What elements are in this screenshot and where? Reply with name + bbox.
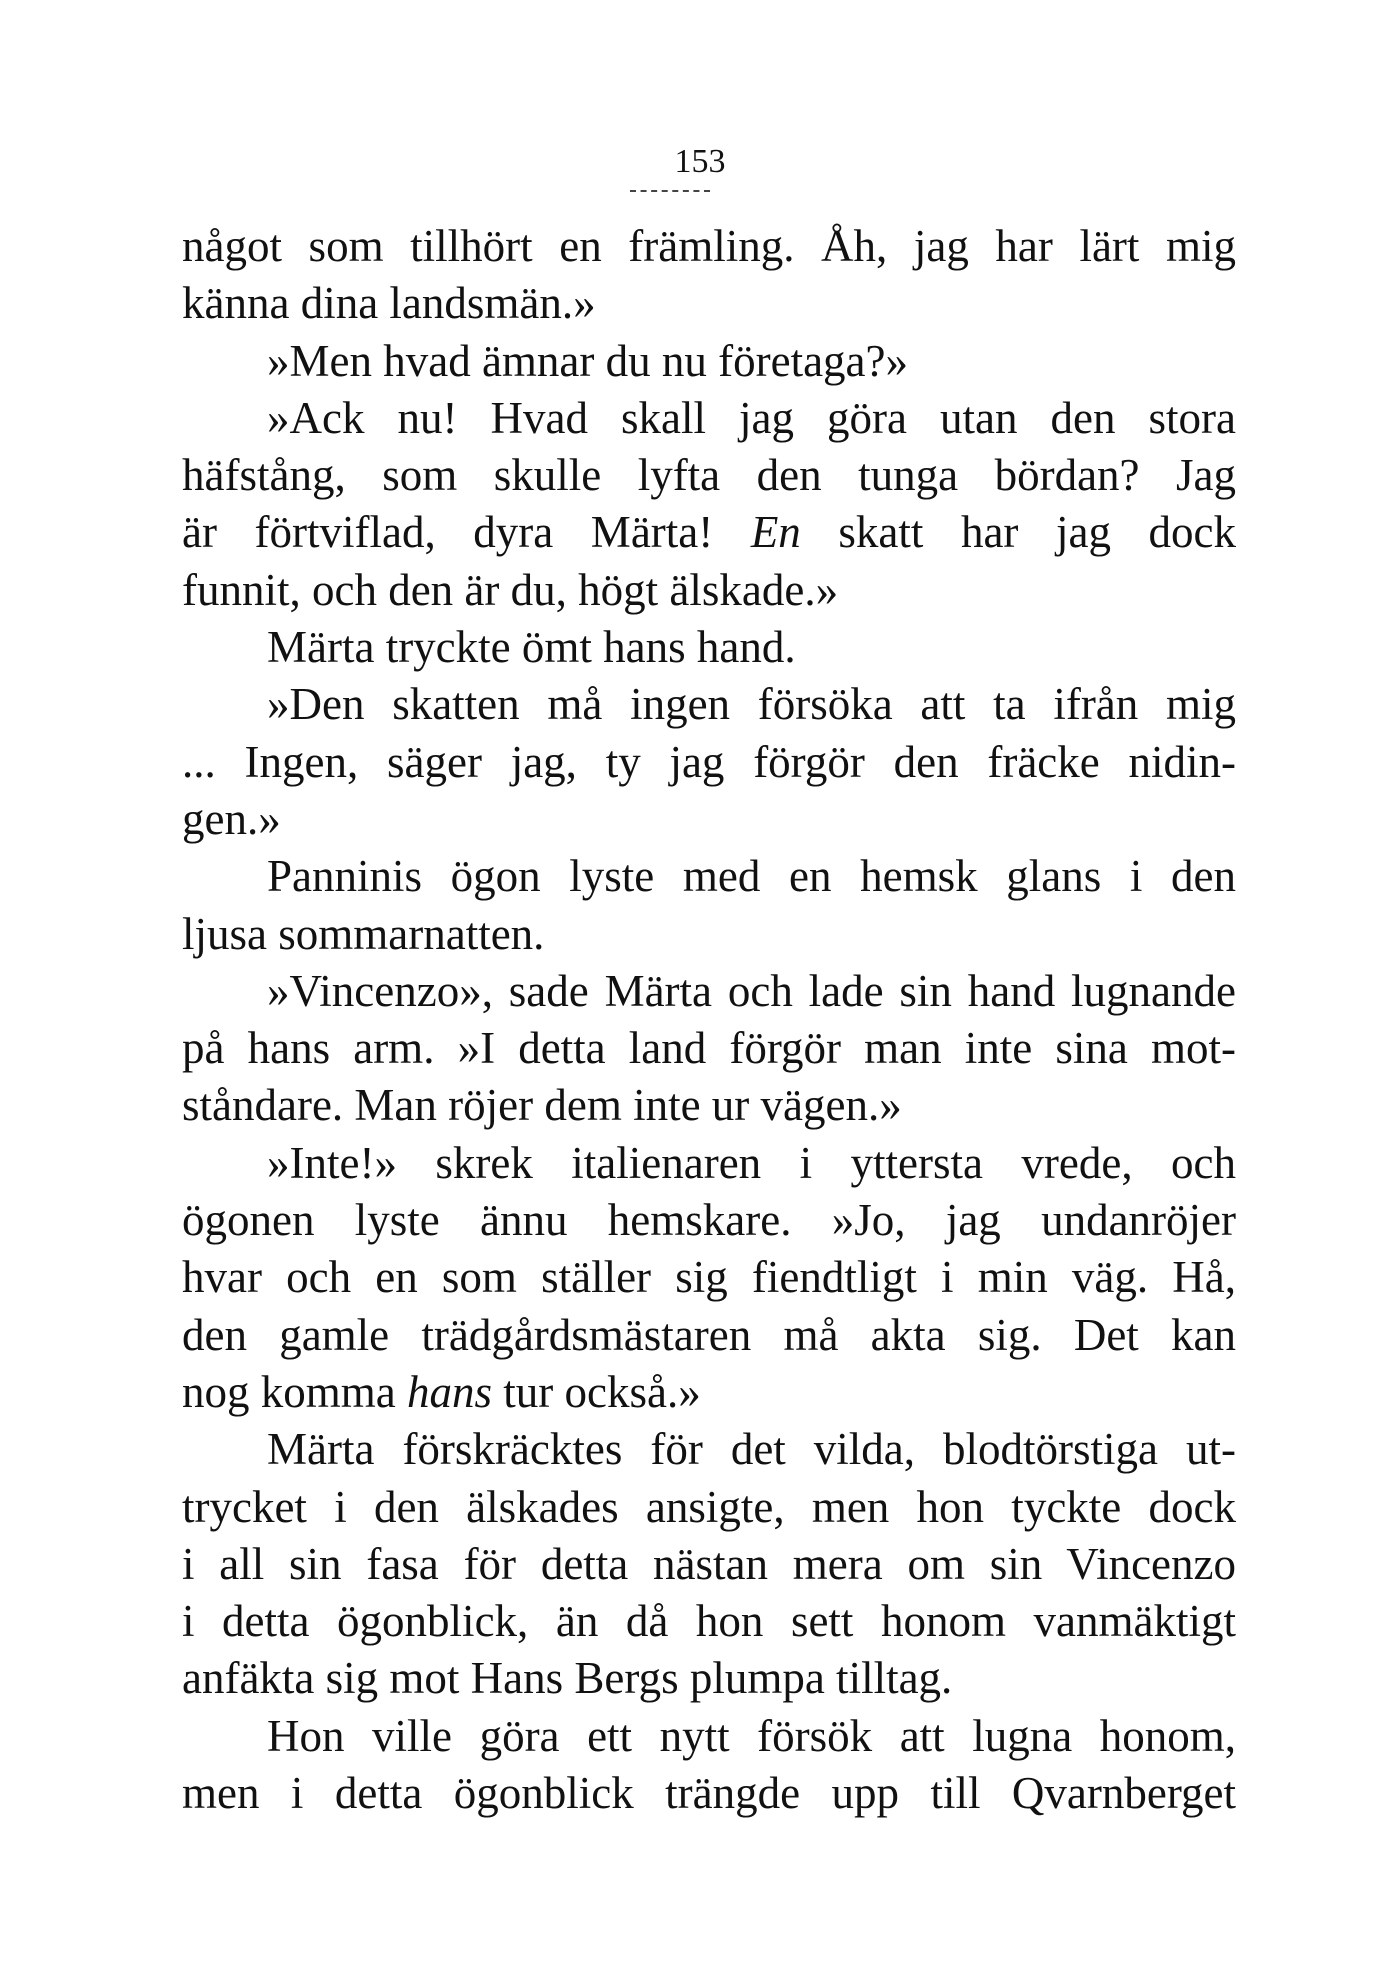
text-line: ståndare. Man röjer dem inte ur vägen.» — [182, 1080, 902, 1131]
text-line: »Men hvad ämnar du nu företaga?» — [267, 335, 909, 386]
text-line: känna dina landsmän.» — [182, 278, 596, 329]
text-run: är förtviflad, dyra Märta! — [182, 507, 751, 558]
text-line — [182, 504, 1236, 561]
text-line: trycket i den älskades ansigte, men hon tyckte dock — [182, 1481, 1236, 1532]
text-line: »Inte!» skrek italienaren i yttersta vrede, och — [267, 1137, 1236, 1188]
italic-word: hans — [406, 1366, 492, 1417]
text-line: Märta tryckte ömt hans hand. — [267, 622, 796, 673]
text-line: i all sin fasa för detta nästan mera om sin Vincenzo — [182, 1538, 1236, 1589]
text-line: men i detta ögonblick trängde upp till Qvarnberget — [182, 1768, 1236, 1819]
text-line: Panninis ögon lyste med en hemsk glans i den — [267, 851, 1236, 902]
page-number-underline — [630, 190, 710, 192]
text-line: »Den skatten må ingen försöka att ta ifrån mig — [267, 679, 1236, 730]
text-line: anfäkta sig mot Hans Bergs plumpa tilltag. — [182, 1653, 953, 1704]
text-line: något som tillhört en främling. Åh, jag har lärt mig — [182, 221, 1236, 271]
text-line: i detta ögonblick, än då hon sett honom vanmäktigt — [182, 1596, 1236, 1647]
text-run: nog komma — [182, 1366, 407, 1417]
text-line: den gamle trädgårdsmästaren må akta sig. Det kan — [182, 1309, 1236, 1360]
italic-word: En — [750, 507, 801, 558]
text-line: ... Ingen, säger jag, ty jag förgör den fräcke nidin- — [182, 736, 1236, 787]
text-run: skatt har jag dock — [800, 507, 1236, 558]
page-number: 153 — [674, 143, 726, 180]
text-line: »Vincenzo», sade Märta och lade sin hand lugnande — [267, 965, 1236, 1016]
text-line: Märta förskräcktes för det vilda, blodtörstiga ut- — [267, 1424, 1236, 1475]
body-text — [182, 218, 1236, 1822]
text-line: Hon ville göra ett nytt försök att lugna honom, — [267, 1710, 1236, 1761]
text-line: gen.» — [182, 793, 281, 844]
text-line: »Ack nu! Hvad skall jag göra utan den stora — [267, 392, 1236, 443]
text-line: ögonen lyste ännu hemskare. »Jo, jag undanröjer — [182, 1195, 1236, 1246]
text-line: funnit, och den är du, högt älskade.» — [182, 564, 839, 615]
text-line: ljusa sommarnatten. — [182, 908, 545, 959]
text-line: häfstång, som skulle lyfta den tunga bördan? Jag — [182, 450, 1236, 501]
text-line: hvar och en som ställer sig fiendtligt i min väg. Hå, — [182, 1252, 1236, 1303]
text-line — [182, 1364, 1236, 1421]
text-run: tur också.» — [492, 1366, 701, 1417]
text-line: på hans arm. »I detta land förgör man inte sina mot- — [182, 1023, 1236, 1074]
